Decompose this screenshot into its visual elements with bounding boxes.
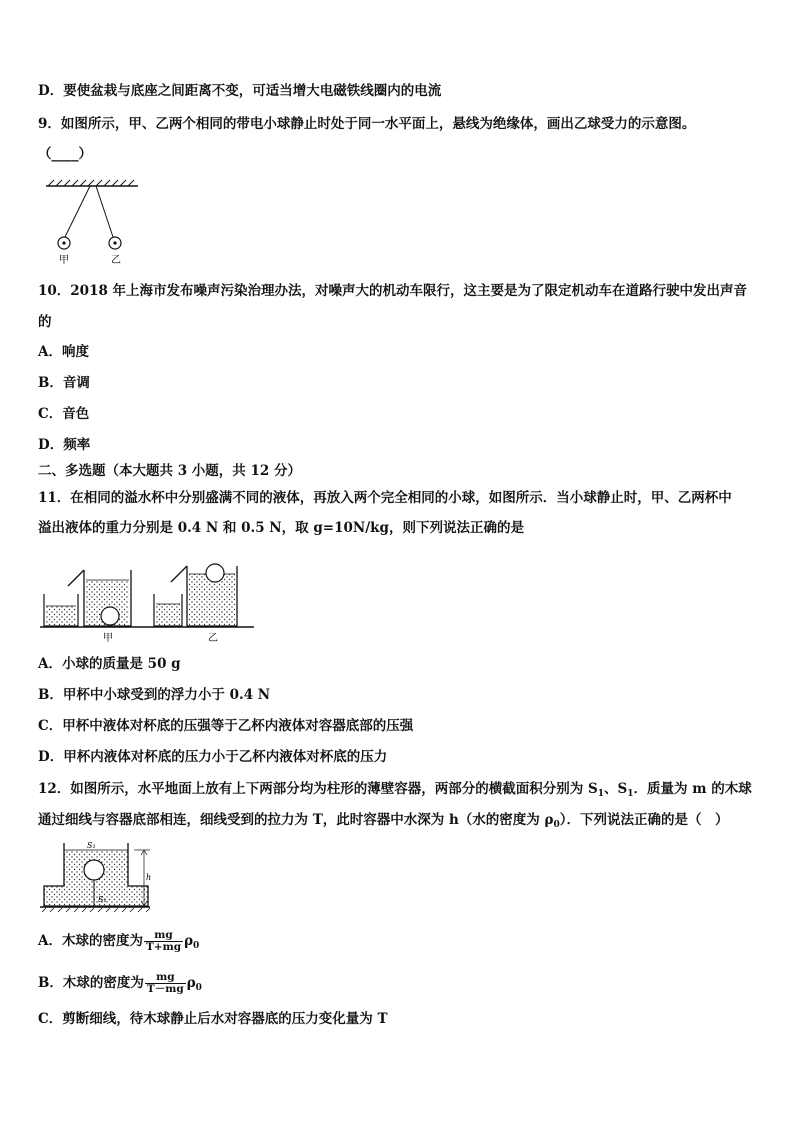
q10-option-a: A．响度 — [38, 344, 89, 360]
q11-label-yi: 乙 — [208, 633, 218, 644]
label-jia: 甲 — [59, 255, 69, 266]
frac-a-denominator: T+mg — [145, 941, 182, 953]
q12-option-a-rho: ρ — [184, 933, 194, 949]
q11-option-c: C．甲杯中液体对杯底的压强等于乙杯内液体对容器底部的压强 — [38, 718, 414, 734]
frac-b-denominator: T－mg — [146, 983, 184, 995]
q12-label-s-bottom: S₁ — [98, 895, 107, 904]
q10-option-c: C．音色 — [38, 406, 90, 422]
q10-option-d: D．频率 — [38, 437, 91, 453]
q11-stem-line2 — [38, 519, 524, 537]
frac-a-numerator: mg — [144, 930, 183, 942]
q12-stem-line1-a: 12．如图所示，水平地面上放有上下两部分均为柱形的薄壁容器，两部分的横截面积分别为 S — [38, 781, 598, 797]
q11-option-d: D．甲杯内液体对杯底的压力小于乙杯内液体对杯底的压力 — [38, 749, 388, 765]
q11-stem-line1: 11．在相同的溢水杯中分别盛满不同的液体，再放入两个完全相同的小球，如图所示．当小球静止时，甲、乙两杯中 — [38, 490, 732, 506]
q10-stem-line1: 10．2018 年上海市发布噪声污染治理办法，对噪声大的机动车限行，这主要是为了限定机动车在道路行驶中发出声音 — [38, 283, 748, 299]
q12-stem-line2-a: 通过细线与容器底部相连，细线受到的拉力为 T，此时容器中水深为 h（水的密度为 ρ — [38, 812, 554, 828]
q11-option-a: A．小球的质量是 50 g — [38, 656, 181, 672]
q12-option-a — [38, 930, 199, 955]
q9-answer-blank: （____） — [38, 146, 92, 162]
q9-figure — [38, 170, 148, 270]
q12-option-b-rho: ρ — [186, 975, 196, 991]
q12-label-s-top: S₁ — [87, 841, 96, 850]
q10-stem-line2: 的 — [38, 314, 52, 330]
q12-option-a-text: A．木球的密度为 — [38, 933, 143, 949]
q12-option-b-text: B．木球的密度为 — [38, 975, 144, 991]
q12-stem-line2 — [38, 811, 728, 834]
q12-stem-line1-c: ．质量为 m 的木球 — [633, 781, 752, 797]
q11-ball-yi — [206, 564, 224, 582]
q11-stem-line2-text: 溢出液体的重力分别是 0.4 N 和 0.5 N，取 g=10N/kg，则下列说法正确的是 — [38, 520, 524, 536]
q12-option-c: C．剪断细线，待木球静止后水对容器底的压力变化量为 T — [38, 1011, 388, 1027]
q11-option-b: B．甲杯中小球受到的浮力小于 0.4 N — [38, 687, 271, 703]
q12-stem-line1-b: 、S — [604, 781, 628, 797]
q12-wood-ball — [84, 860, 104, 880]
q12-option-a-rho-sub: 0 — [193, 941, 200, 951]
q10-option-b: B．音调 — [38, 375, 90, 391]
q12-stem-line1 — [38, 780, 752, 803]
q11-label-jia: 甲 — [103, 633, 113, 644]
q11-figure — [38, 548, 258, 648]
q12-option-b-rho-sub: 0 — [195, 983, 202, 993]
q12-sub-a: 1 — [597, 789, 605, 799]
q8-option-d: D．要使盆栽与底座之间距离不变，可适当增大电磁铁线圈内的电流 — [38, 83, 442, 99]
q12-rho-sub: 0 — [553, 820, 560, 830]
q12-sub-b: 1 — [627, 789, 634, 799]
q11-ball-jia — [101, 607, 119, 625]
q12-figure — [38, 838, 163, 914]
q12-stem-line2-b: ）．下列说法正确的是（ ） — [559, 812, 729, 828]
section-title: 二、多选题（本大题共 3 小题，共 12 分） — [38, 463, 301, 479]
q12-option-a-fraction — [144, 930, 183, 953]
q12-option-b-fraction — [145, 972, 186, 995]
q12-label-h: h — [146, 873, 152, 882]
q12-option-b — [38, 972, 202, 997]
frac-b-numerator: mg — [145, 972, 186, 984]
label-yi: 乙 — [111, 255, 121, 266]
q9-stem: 9．如图所示，甲、乙两个相同的带电小球静止时处于同一水平面上，悬线为绝缘体，画出乙球受力的示意图。 — [38, 116, 696, 132]
